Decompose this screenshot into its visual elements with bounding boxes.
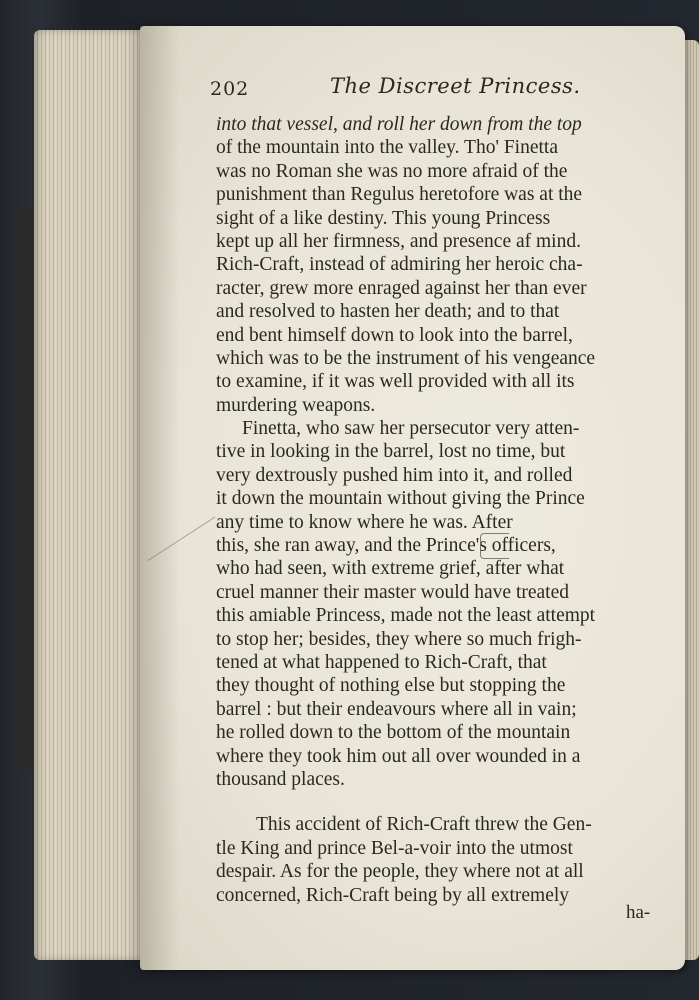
- text-line: to stop her; besides, they where so much frigh-: [216, 628, 582, 650]
- text-line: he rolled down to the bottom of the mountain: [216, 722, 571, 744]
- text-line: who had seen, with extreme grief, after what: [216, 558, 565, 580]
- text-line: This accident of Rich-Craft threw the Gen-: [256, 814, 592, 836]
- text-line: it down the mountain without giving the Prince: [216, 488, 585, 510]
- text-line: cruel manner their master would have treated: [216, 581, 570, 603]
- text-line: concerned, Rich-Craft being by all extremely: [216, 884, 570, 906]
- catchword: ha-: [626, 902, 651, 923]
- text-line: into that vessel, and roll her down from the top: [216, 114, 582, 135]
- text-line: Finetta, who saw her persecutor very atten-: [242, 418, 580, 440]
- page-number: 202: [210, 78, 250, 100]
- text-line: tened at what happened to Rich-Craft, that: [216, 651, 547, 673]
- text-line: was no Roman she was no more afraid of the: [216, 160, 568, 182]
- body-text: [216, 113, 646, 907]
- page-header: [210, 72, 650, 112]
- text-line: this, she ran away, and the Prince's officers,: [216, 535, 556, 557]
- text-line: to examine, if it was well provided with all its: [216, 371, 575, 393]
- paragraph-gap: [216, 791, 646, 813]
- text-line: sight of a like destiny. This young Princess: [216, 207, 551, 229]
- text-line: tle King and prince Bel-a-voir into the utmost: [216, 837, 573, 859]
- text-line: they thought of nothing else but stopping the: [216, 675, 566, 697]
- text-line: which was to be the instrument of his vengeance: [216, 347, 596, 369]
- text-line: end bent himself down to look into the barrel,: [216, 324, 573, 346]
- text-line: despair. As for the people, they where not at all: [216, 861, 584, 883]
- text-line: racter, grew more enraged against her than ever: [216, 277, 587, 299]
- text-line: where they took him out all over wounded in a: [216, 745, 581, 767]
- text-line: kept up all her firmness, and presence af mind.: [216, 230, 581, 252]
- text-line: punishment than Regulus heretofore was at the: [216, 184, 583, 206]
- text-line: Rich-Craft, instead of admiring her heroic cha-: [216, 254, 583, 276]
- text-line: of the mountain into the valley. Tho' Finetta: [216, 137, 558, 159]
- cover-spine: [14, 210, 36, 770]
- text-line: very dextrously pushed him into it, and rolled: [216, 464, 573, 486]
- pencil-bracket-mark: [480, 533, 509, 559]
- running-title: The Discreet Princess.: [330, 74, 581, 98]
- text-line: thousand places.: [216, 768, 345, 790]
- text-line: this amiable Princess, made not the least attempt: [216, 605, 596, 627]
- text-line: barrel : but their endeavours where all in vain;: [216, 698, 577, 720]
- text-line: any time to know where he was. After: [216, 511, 513, 533]
- text-line: and resolved to hasten her death; and to that: [216, 301, 560, 323]
- text-line: tive in looking in the barrel, lost no time, but: [216, 441, 566, 463]
- text-line: murdering weapons.: [216, 394, 376, 416]
